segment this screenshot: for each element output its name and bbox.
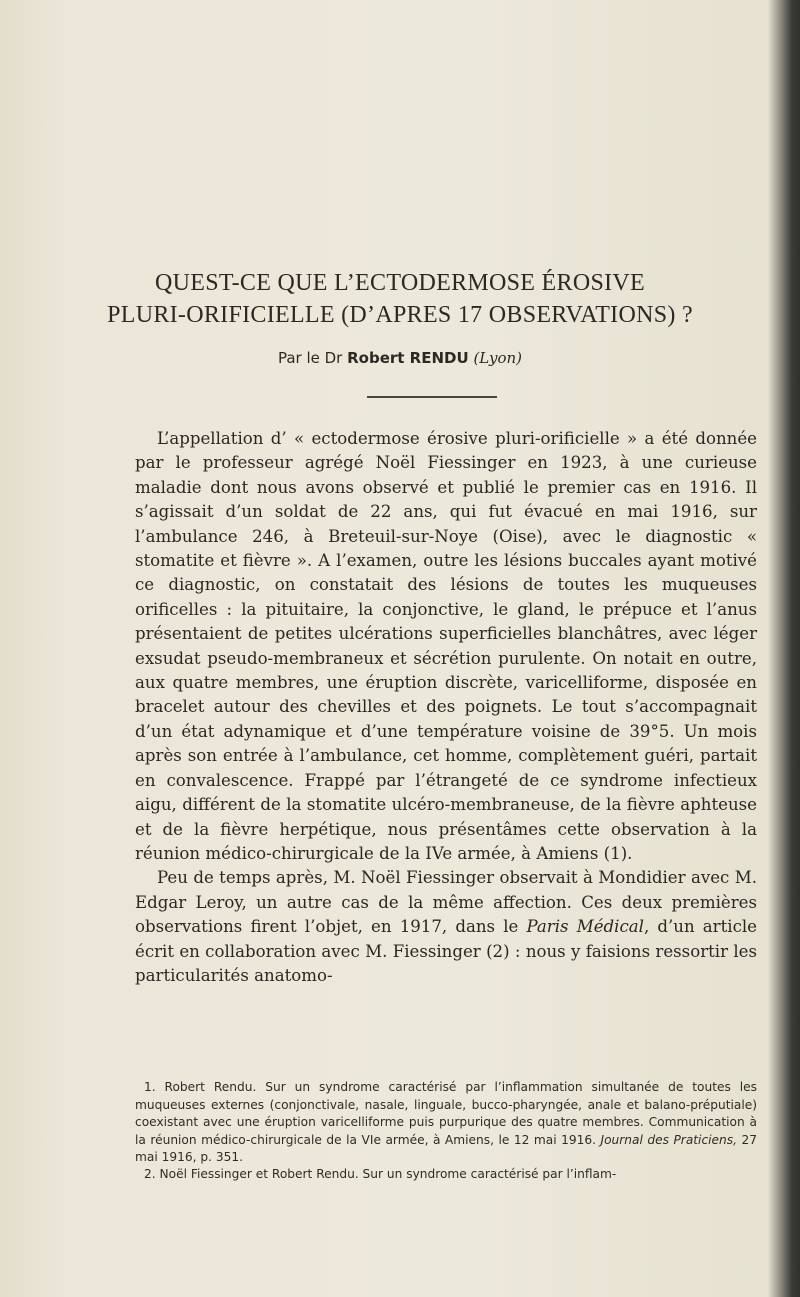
title-line-2: PLURI-ORIFICIELLE (D’APRES 17 OBSERVATIONS) ?	[107, 302, 693, 328]
paragraph-2	[135, 866, 757, 988]
footnote-1-date: 27 mai 1916, p. 351.	[135, 1132, 757, 1164]
title-line-1: QUEST-CE QUE L’ECTODERMOSE ÉROSIVE	[154, 270, 645, 296]
paragraph-2-part-b: , d’un article écrit en collaboration avec M. Fiessinger (2) : nous y faisions ressortir les particularités anatomo-	[135, 917, 757, 985]
footnote-2: 2. Noël Fiessinger et Robert Rendu. Sur un syndrome caractérisé par l’inflam-	[144, 1167, 617, 1181]
byline	[0, 349, 800, 367]
article-body	[135, 427, 757, 988]
footnote-1-journal: Journal des Praticiens,	[600, 1132, 737, 1147]
paragraph-2-part-a: Peu de temps après, M. Noël Fiessinger observait à Mondidier avec M. Edgar Leroy, un autre cas de la même affection. Ces deux premières observations firent l’objet, en 1917, dans le	[135, 868, 757, 937]
footnote-1-text: 1. Robert Rendu. Sur un syndrome caractérisé par l’inflammation simultanée de toutes les muqueuses externes (conjonctivale, nasale, linguale, bucco-pharyngée, anale et balano-préputiale) coexistant avec une éruption varicelliforme puis purpurique des quatre membres. Communication à la réunion médico-chirurgicale de la VIe armée, à Amiens, le 12 mai 1916.	[135, 1080, 757, 1147]
title-divider	[367, 396, 497, 398]
author-name: Robert RENDU	[347, 349, 469, 367]
footnote-1	[135, 1079, 757, 1167]
journal-title: Paris Médical	[526, 917, 644, 937]
author-city: (Lyon)	[473, 349, 523, 367]
paragraph-1: L’appellation d’ « ectodermose érosive pluri-orificielle » a été donnée par le professeur agrégé Noël Fiessinger en 1923, à une curieuse maladie dont nous avons observé et publié le premier cas en 1916. Il s’agissait d’un soldat de 22 ans, qui fut évacué en mai 1916, sur l’ambulance 246, à Breteuil-sur-Noye (Oise), avec le diagnostic « stomatite et fièvre ». A l’examen, outre les lésions buccales ayant motivé ce diagnostic, on constatait des lésions de toutes les muqueuses orificelles : la pituitaire, la conjonctive, le gland, le prépuce et l’anus présentaient de petites ulcérations superficielles blanchâtres, avec léger exsudat pseudo-membraneux et sécrétion purulente. On notait en outre, aux quatre membres, une éruption discrète, varicelliforme, disposée en bracelet autour des chevilles et des poignets. Le tout s’accompagnait d’un état adynamique et d’une température voisine de 39°5. Un mois après son entrée à l’ambulance, cet homme, complètement guéri, partait en convalescence. Frappé par l’étrangeté de ce syndrome infectieux aigu, différent de la stomatite ulcéro-membraneuse, de la fièvre aphteuse et de la fièvre herpétique, nous présentâmes cette observation à la réunion médico-chirurgicale de la IVe armée, à Amiens (1).	[135, 429, 757, 863]
byline-prefix: Par le Dr	[277, 349, 343, 367]
